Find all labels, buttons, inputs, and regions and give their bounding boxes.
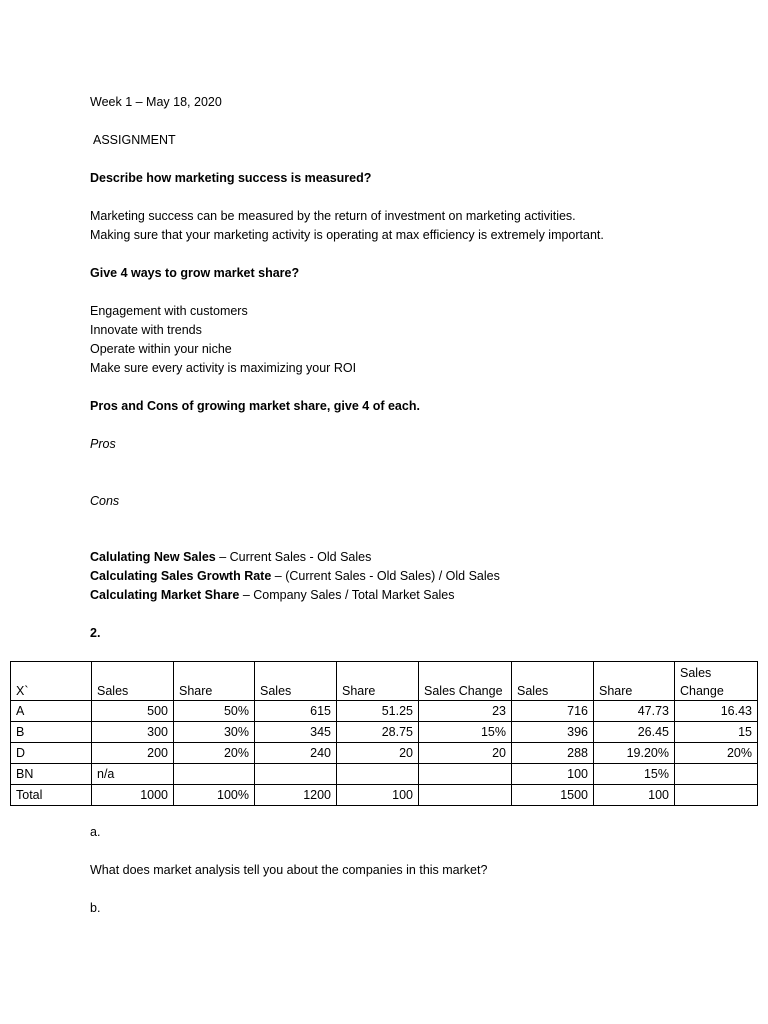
table-cell: 615	[255, 701, 337, 722]
list-item: Innovate with trends	[90, 323, 202, 337]
table-cell: 100	[512, 764, 594, 785]
cons-label: Cons	[90, 494, 120, 508]
formula-term: Calulating New Sales	[90, 550, 216, 564]
table-cell: 26.45	[594, 722, 675, 743]
table-row	[11, 722, 758, 743]
row-label-cell: B	[11, 722, 92, 743]
table-cell	[419, 785, 512, 806]
row-label-cell: A	[11, 701, 92, 722]
row-label-cell: Total	[11, 785, 92, 806]
header-cell: Share	[337, 662, 419, 701]
question-pros-cons: Pros and Cons of growing market share, give 4 of each.	[90, 399, 420, 413]
table-cell: 28.75	[337, 722, 419, 743]
question-marketing-success: Describe how marketing success is measured?	[90, 171, 372, 185]
header-cell: Sales	[92, 662, 174, 701]
table-cell: 500	[92, 701, 174, 722]
formula-definition: – (Current Sales - Old Sales) / Old Sales	[271, 569, 500, 583]
section-number: 2.	[90, 626, 101, 640]
assignment-title: ASSIGNMENT	[93, 133, 176, 147]
table-cell: 200	[92, 743, 174, 764]
part-a-label: a.	[90, 825, 101, 839]
table-row	[11, 701, 758, 722]
table-cell: n/a	[92, 764, 174, 785]
table-cell: 20%	[675, 743, 758, 764]
table-cell: 100	[594, 785, 675, 806]
table-cell: 51.25	[337, 701, 419, 722]
formula-term: Calculating Market Share	[90, 588, 240, 602]
table-cell: 100%	[174, 785, 255, 806]
table-cell: 240	[255, 743, 337, 764]
table-row	[11, 764, 758, 785]
header-cell: X`	[11, 662, 92, 701]
answer-line-1: Marketing success can be measured by the return of investment on marketing activities.	[90, 209, 576, 223]
question-market-analysis: What does market analysis tell you about the companies in this market?	[90, 863, 488, 877]
formula-definition: – Current Sales - Old Sales	[215, 550, 372, 564]
table-cell: 19.20%	[594, 743, 675, 764]
part-b-label: b.	[90, 901, 101, 915]
table-cell	[255, 764, 337, 785]
row-label-cell: D	[11, 743, 92, 764]
header-cell: Sales Change	[675, 662, 758, 701]
header-cell: Sales Change	[419, 662, 512, 701]
header-cell: Sales	[512, 662, 594, 701]
row-label-cell: BN	[11, 764, 92, 785]
formula-term: Calculating Sales Growth Rate	[90, 569, 272, 583]
table-cell: 345	[255, 722, 337, 743]
answer-line-2: Making sure that your marketing activity is operating at max efficiency is extremely important.	[90, 228, 604, 242]
table-cell: 1200	[255, 785, 337, 806]
table-cell	[174, 764, 255, 785]
formula-definition: – Company Sales / Total Market Sales	[239, 588, 455, 602]
table-cell: 716	[512, 701, 594, 722]
formula-market-share	[90, 588, 455, 602]
table-cell: 20	[419, 743, 512, 764]
table-cell: 23	[419, 701, 512, 722]
table-cell: 396	[512, 722, 594, 743]
table-cell: 1000	[92, 785, 174, 806]
market-share-table	[10, 661, 758, 806]
formula-growth-rate	[90, 569, 500, 583]
table-row	[11, 785, 758, 806]
table-cell: 30%	[174, 722, 255, 743]
pros-label: Pros	[90, 437, 116, 451]
header-cell: Share	[594, 662, 675, 701]
table-cell: 47.73	[594, 701, 675, 722]
table-cell	[675, 785, 758, 806]
table-cell	[419, 764, 512, 785]
table-cell: 16.43	[675, 701, 758, 722]
table-header-row	[11, 662, 758, 701]
list-item: Make sure every activity is maximizing your ROI	[90, 361, 357, 375]
formula-new-sales	[90, 550, 371, 564]
table-cell: 15%	[419, 722, 512, 743]
question-grow-market-share: Give 4 ways to grow market share?	[90, 266, 300, 280]
header-cell: Share	[174, 662, 255, 701]
table-cell	[337, 764, 419, 785]
table-cell: 1500	[512, 785, 594, 806]
table-cell: 20%	[174, 743, 255, 764]
week-date: Week 1 – May 18, 2020	[90, 95, 222, 109]
table-cell: 20	[337, 743, 419, 764]
header-cell: Sales	[255, 662, 337, 701]
list-item: Operate within your niche	[90, 342, 232, 356]
table-cell: 15	[675, 722, 758, 743]
table-row	[11, 743, 758, 764]
table-cell: 50%	[174, 701, 255, 722]
table-cell: 288	[512, 743, 594, 764]
table-cell: 300	[92, 722, 174, 743]
list-item: Engagement with customers	[90, 304, 248, 318]
table-cell	[675, 764, 758, 785]
table-cell: 100	[337, 785, 419, 806]
table-cell: 15%	[594, 764, 675, 785]
